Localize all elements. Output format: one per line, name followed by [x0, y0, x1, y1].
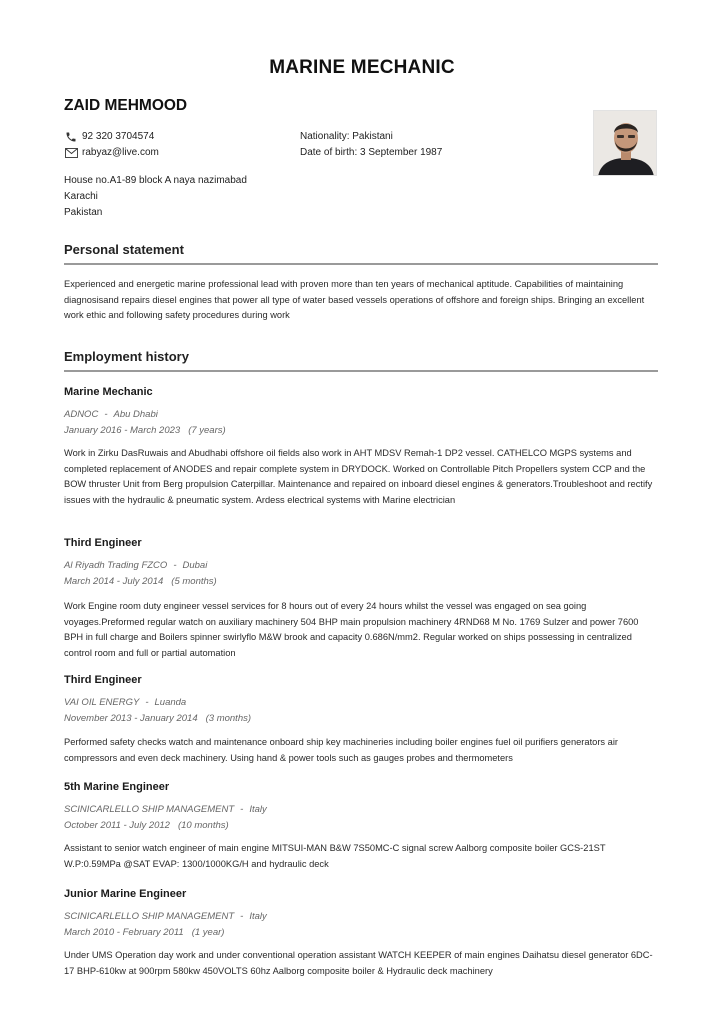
job-title: Junior Marine Engineer: [64, 888, 187, 900]
job-period: [64, 925, 224, 941]
profile-photo: [593, 110, 657, 176]
address-country: Pakistan: [64, 207, 103, 218]
job-employer: Al Riyadh Trading FZCO - Dubai: [64, 560, 208, 571]
document-title: MARINE MECHANIC: [269, 57, 455, 78]
nationality: Nationality: Pakistani: [300, 131, 393, 142]
job-location: Dubai: [182, 560, 208, 571]
contact-right-column: [300, 129, 442, 161]
address-block: [64, 173, 247, 221]
job-dates: November 2013 - January 2014: [64, 713, 198, 724]
envelope-icon: [64, 147, 78, 159]
job-employer: SCINICARLELLO SHIP MANAGEMENT - Italy: [64, 804, 267, 815]
job-duration: (3 months): [205, 713, 252, 724]
job-location: Luanda: [154, 697, 187, 708]
job-period: [64, 574, 217, 590]
job-company: SCINICARLELLO SHIP MANAGEMENT: [64, 911, 235, 922]
job-description: Work in Zirku DasRuwais and Abudhabi offshore oil fields also work in AHT MDSV Remah-1 DP2 vessel. CATHELCO MGPS systems and completed replacement of ANODES and repair complete system in DRYDOCK. Worked on Controllable Pitch Propellers system CCP and the BOW thruster Unit from Berg propulsion Caterpillar. Maintenance and repaired on inboard diesel engines & generators.Troubleshoot and rectify issues with the hydraulic & pneumatic system. Ardess electrical systems with Marine electrician: [64, 448, 653, 505]
personal-statement-heading: Personal statement: [64, 242, 658, 265]
job-title: 5th Marine Engineer: [64, 781, 170, 793]
contact-left-column: [64, 129, 159, 161]
job-dates: March 2014 - July 2014: [64, 576, 164, 587]
job-company: ADNOC: [64, 409, 99, 420]
job-dates: March 2010 - February 2011: [64, 927, 184, 938]
job-title: Marine Mechanic: [64, 386, 153, 398]
address-city: Karachi: [64, 191, 98, 202]
job-description: Work Engine room duty engineer vessel services for 8 hours out of every 24 hours whilst the vessel was engaged on sea going voyages.Preformed regular watch on auxiliary machinery 504 BHP main propulsion machinery 4RND68 M No. 1769 Sulzer and power 7600 BPH in full charge and Boilers spinner swirlyflo M&W brook and capacity 0.686N/mm2. Regular worked on ships possessing in centralized control room and full or partial automation: [64, 601, 639, 658]
job-description: Under UMS Operation day work and under conventional operation assistant WATCH KEEPER of main engines Daihatsu diesel generator 6DC-17 BHP-610kw at 900rpm 580kw 450VOLTS 60hz Aalborg composite boiler & Hydraulic deck machinery: [64, 950, 653, 976]
phone-number: 92 320 3704574: [82, 131, 155, 142]
email-row: [64, 145, 159, 161]
job-dates: January 2016 - March 2023: [64, 425, 181, 436]
job-duration: (1 year): [191, 927, 225, 938]
job-period: [64, 711, 251, 727]
date-of-birth: Date of birth: 3 September 1987: [300, 147, 443, 158]
employment-history-heading: Employment history: [64, 349, 658, 372]
job-period: [64, 423, 226, 439]
personal-statement-text: Experienced and energetic marine professional lead with proven more than ten years of mechanical aptitude. Capabilities of maintaining diagnosisand repairs diesel engines that power all type of water based vessels operations of offshore and foreign ships. Bringing an excellent work ethic and following safety procedures during work: [64, 279, 645, 320]
job-duration: (10 months): [177, 820, 229, 831]
job-description: Performed safety checks watch and maintenance onboard ship key machineries including boiler engines fuel oil purifiers generators air compressors and even deck machinery. Using hand & power tools such as gauges probes and thermometers: [64, 737, 618, 763]
email-address: rabyaz@live.com: [82, 147, 159, 158]
job-dates: October 2011 - July 2012: [64, 820, 170, 831]
job-company: SCINICARLELLO SHIP MANAGEMENT: [64, 804, 235, 815]
job-location: Italy: [249, 911, 267, 922]
job-title: Third Engineer: [64, 674, 142, 686]
job-period: [64, 818, 229, 834]
job-location: Italy: [249, 804, 267, 815]
job-location: Abu Dhabi: [113, 409, 158, 420]
job-employer: SCINICARLELLO SHIP MANAGEMENT - Italy: [64, 911, 267, 922]
job-duration: (5 months): [171, 576, 217, 587]
job-title: Third Engineer: [64, 537, 142, 549]
job-company: VAI OIL ENERGY: [64, 697, 140, 708]
phone-row: [64, 129, 159, 145]
address-line: House no.A1-89 block A naya nazimabad: [64, 175, 247, 186]
job-company: Al Riyadh Trading FZCO: [64, 560, 168, 571]
job-employer: VAI OIL ENERGY - Luanda: [64, 697, 187, 708]
candidate-name: ZAID MEHMOOD: [64, 97, 188, 114]
job-description: Assistant to senior watch engineer of main engine MITSUI-MAN B&W 7S50MC-C signal screw Aalborg composite boiler GCS-21ST W.P:0.59MPa @SAT EVAP: 1300/1000KG/H and hydraulic deck: [64, 843, 606, 869]
job-duration: (7 years): [188, 425, 226, 436]
phone-icon: [64, 131, 78, 143]
job-employer: ADNOC - Abu Dhabi: [64, 409, 158, 420]
